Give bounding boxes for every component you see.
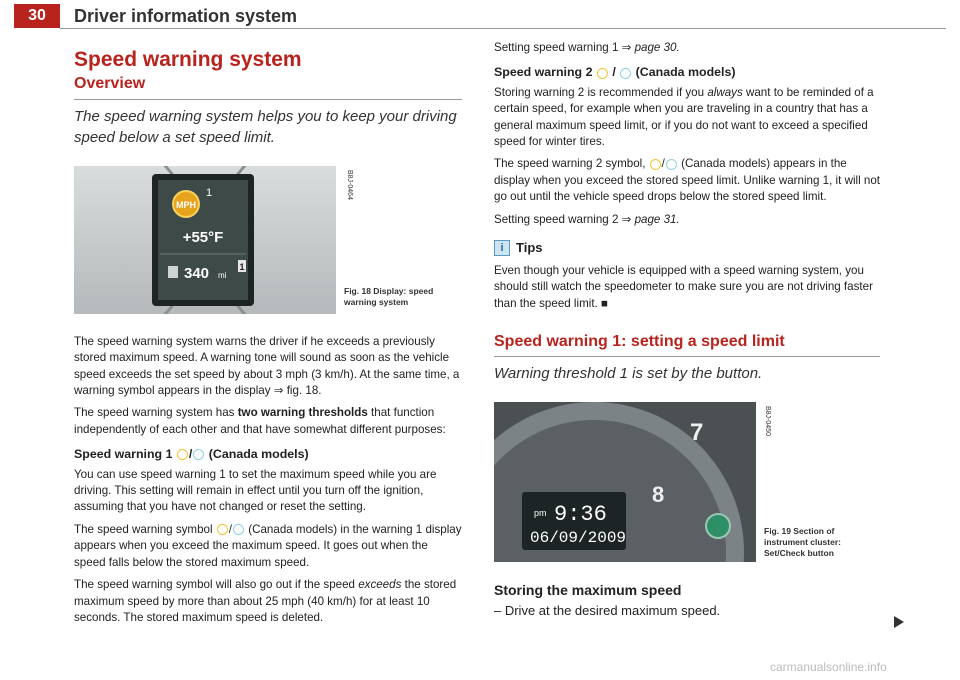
paragraph: The speed warning symbol / (Canada models) in the warning 1 display appears when you exceed the maximum speed. It goes out when the speed falls below the stored maximum speed.	[74, 522, 462, 569]
outside-temperature: +55°F	[182, 228, 224, 246]
range-unit: mi	[218, 270, 227, 280]
speed-warning-symbol-icon	[217, 524, 228, 535]
header-rule	[60, 28, 946, 29]
cluster-display-illustration	[74, 166, 336, 314]
range-value: 340	[184, 264, 210, 282]
section-title: Speed warning system	[74, 48, 302, 71]
tips-header	[494, 240, 880, 257]
storing-heading: Storing the maximum speed	[494, 582, 682, 599]
figure-19	[494, 402, 880, 570]
set-check-button[interactable]	[706, 514, 730, 538]
paragraph: The speed warning system has two warning thresholds that function independently of each other and that have somewhat different purposes:	[74, 406, 446, 436]
page-number: 30	[14, 4, 60, 28]
fuel-pump-icon	[168, 266, 178, 278]
scale-numeral: 7	[690, 419, 704, 447]
step-1: – Drive at the desired maximum speed.	[494, 602, 721, 618]
speed-warning-symbol-canada-icon	[620, 68, 631, 79]
chapter-title: Driver information system	[74, 6, 298, 26]
paragraph: The speed warning symbol will also go out if the speed exceeds the stored maximum speed by more than about 25 mph (40 km/h) for at least 10 seconds. The stored maximum speed is deleted.	[74, 578, 457, 624]
gear-indicator: 1	[239, 261, 245, 272]
paragraph: The speed warning system warns the driver if he exceeds a previously stored maximum speed. A warning tone will sound as soon as the vehicle speed exceeds the set speed by about 3 mph (3 km/h). At the same time, a warning symbol appears in the display ⇒ fig. 18.	[74, 334, 460, 398]
clock-time: 9:36	[554, 502, 607, 528]
speed-warning-symbol-canada-icon	[666, 159, 677, 170]
page-link[interactable]: page 31.	[634, 212, 680, 226]
speed-warning-symbol-icon	[177, 449, 188, 460]
section-lead: The speed warning system helps you to keep your driving speed below a set speed limit.	[74, 107, 457, 146]
info-icon: i	[494, 240, 510, 256]
paragraph: The speed warning 2 symbol, / (Canada models) appears in the display when you exceed the stored speed limit. Unlike warning 1, it will not go out until the vehicle speed drops below the stored speed limit.	[494, 157, 881, 204]
scale-numeral: 8	[652, 482, 665, 508]
speed-warning-symbol-canada-icon	[233, 524, 244, 535]
figure-19-caption: Fig. 19 Section of instrument cluster: Set/Check button	[764, 526, 841, 559]
date-readout: 06/09/2009	[530, 529, 627, 548]
next-page-arrow-icon[interactable]	[894, 616, 904, 628]
left-column	[74, 40, 462, 632]
speed-warning-1-heading: Speed warning 1 / (Canada models)	[74, 447, 309, 462]
warning-number: 1	[206, 186, 213, 199]
speed-warning-symbol-icon	[650, 159, 661, 170]
right-column	[494, 40, 880, 625]
page-link[interactable]: page 30.	[634, 41, 680, 54]
speed-warning-symbol-canada-icon	[193, 449, 204, 460]
speed-warning-2-heading: Speed warning 2 / (Canada models)	[494, 65, 736, 80]
figure-18-code: B8J-0464	[346, 169, 353, 200]
figure-18-image	[74, 166, 336, 314]
paragraph: Setting speed warning 2 ⇒ page 31.	[494, 212, 680, 226]
figure-19-image	[494, 402, 756, 562]
watermark: carmanualsonline.info	[770, 660, 887, 674]
mph-label: MPH	[176, 199, 196, 210]
subsection-title: Overview	[74, 76, 462, 99]
paragraph: Setting speed warning 1 ⇒ page 30.	[494, 41, 680, 54]
cluster-section-illustration	[494, 402, 756, 562]
section-2-title: Speed warning 1: setting a speed limit	[494, 334, 880, 357]
tips-label: Tips	[516, 240, 543, 256]
figure-18-caption: Fig. 18 Display: speed warning system	[344, 285, 434, 307]
pm-label: pm	[534, 508, 547, 519]
tips-text: Even though your vehicle is equipped with a speed warning system, you should still watch the speedometer to make sure you are not driving faster than the speed limit. ■	[494, 263, 873, 310]
speed-warning-symbol-icon	[597, 68, 608, 79]
page-header	[0, 0, 960, 30]
paragraph: You can use speed warning 1 to set the maximum speed while you are driving. This setting will remain in effect until you turn off the ignition, assuming that you have not changed or reset the setting.	[74, 467, 437, 514]
figure-19-code: B8J-0450	[764, 406, 771, 437]
paragraph: Storing warning 2 is recommended if you always want to be reminded of a certain speed, for example when you are traveling in a country that has a general maximum speed limit, or if you do not want to exceed a specified speed for winter tires.	[494, 85, 874, 149]
section-2-lead: Warning threshold 1 is set by the button.	[494, 365, 763, 383]
figure-18	[74, 166, 462, 322]
